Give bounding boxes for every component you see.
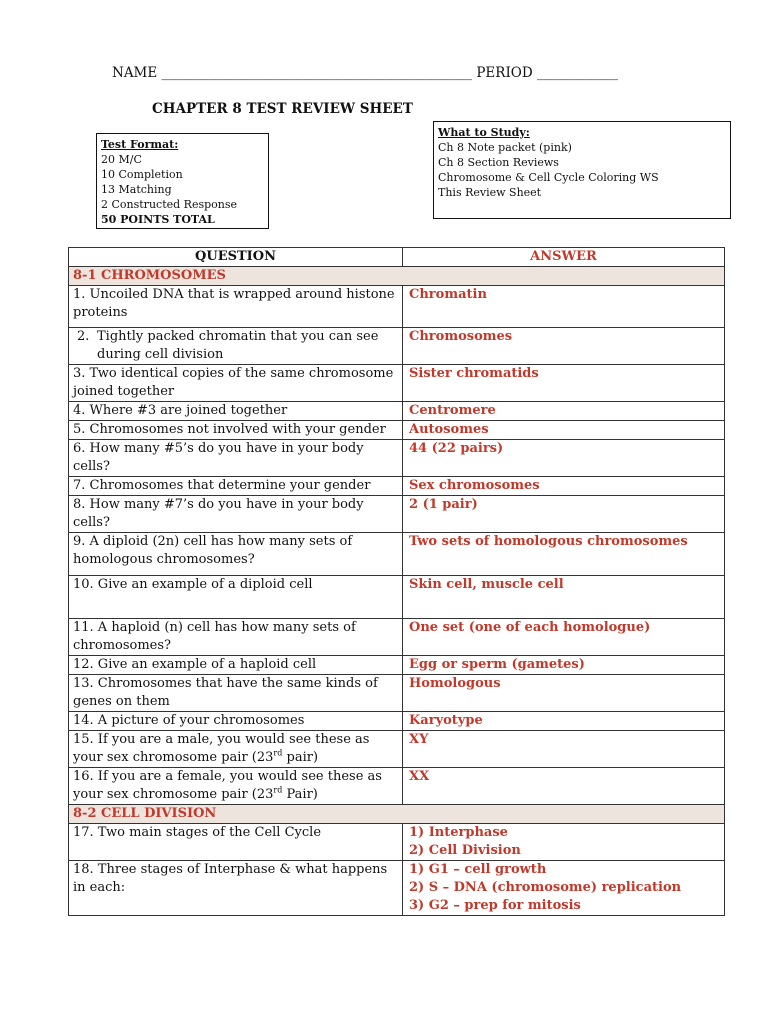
answer-cell: Egg or sperm (gametes) [403, 656, 725, 675]
question-cell: 8. How many #7’s do you have in your body cells? [69, 496, 403, 533]
question-cell: 10. Give an example of a diploid cell [69, 576, 403, 619]
table-row [69, 731, 725, 768]
answer-cell: Centromere [403, 402, 725, 421]
table-row [69, 824, 725, 861]
test-format-box [96, 133, 269, 229]
answer-cell: One set (one of each homologue) [403, 619, 725, 656]
table-row [69, 712, 725, 731]
table-row [69, 656, 725, 675]
ordinal-suffix: rd [273, 748, 283, 758]
test-format-heading: Test Format: [101, 138, 179, 151]
answer-cell: 2 (1 pair) [403, 496, 725, 533]
table-row [69, 286, 725, 328]
question-cell [69, 731, 403, 768]
answer-cell: 44 (22 pairs) [403, 440, 725, 477]
name-blank[interactable]: ______________________________________________ [161, 65, 473, 81]
table-row [69, 440, 725, 477]
table-row [69, 496, 725, 533]
study-item: Ch 8 Section Reviews [438, 156, 559, 169]
study-item: This Review Sheet [438, 186, 542, 199]
question-cell: 12. Give an example of a haploid cell [69, 656, 403, 675]
test-format-line: 20 M/C [101, 153, 142, 166]
question-text: 15. If you are a male, you would see these as your sex chromosome pair (23 [73, 732, 370, 765]
table-header-row [69, 248, 725, 267]
question-text: 16. If you are a female, you would see these as your sex chromosome pair (23 [73, 769, 382, 802]
section-title: 8-1 CHROMOSOMES [69, 267, 725, 286]
answer-cell: Homologous [403, 675, 725, 712]
answer-line: 3) G2 – prep for mitosis [409, 898, 581, 913]
question-cell: 4. Where #3 are joined together [69, 402, 403, 421]
answer-column-header: ANSWER [403, 248, 725, 267]
table-row [69, 402, 725, 421]
what-to-study-box [433, 121, 731, 219]
page-title: CHAPTER 8 TEST REVIEW SHEET [152, 101, 413, 117]
test-format-total: 50 POINTS TOTAL [101, 213, 215, 226]
question-cell: 11. A haploid (n) cell has how many sets of chromosomes? [69, 619, 403, 656]
question-cell: 6. How many #5’s do you have in your body cells? [69, 440, 403, 477]
answer-line: 1) Interphase [409, 825, 508, 840]
question-cell: 9. A diploid (2n) cell has how many sets of homologous chromosomes? [69, 533, 403, 576]
table-row [69, 619, 725, 656]
answer-cell: Sister chromatids [403, 365, 725, 402]
question-cell: 7. Chromosomes that determine your gender [69, 477, 403, 496]
review-table [68, 247, 725, 916]
study-item: Ch 8 Note packet (pink) [438, 141, 572, 154]
table-row [69, 365, 725, 402]
answer-cell: Two sets of homologous chromosomes [403, 533, 725, 576]
answer-line: 2) S – DNA (chromosome) replication [409, 880, 682, 895]
question-text: Tightly packed chromatin that you can see during cell division [97, 329, 379, 362]
question-cell [69, 328, 403, 365]
answer-line: 2) Cell Division [409, 843, 521, 858]
question-text-end: pair) [282, 750, 319, 765]
question-column-header: QUESTION [69, 248, 403, 267]
answer-cell: Skin cell, muscle cell [403, 576, 725, 619]
question-cell: 17. Two main stages of the Cell Cycle [69, 824, 403, 861]
table-row [69, 477, 725, 496]
answer-cell: XY [403, 731, 725, 768]
answer-cell [403, 861, 725, 916]
answer-cell: Chromatin [403, 286, 725, 328]
ordinal-suffix: rd [273, 785, 283, 795]
period-blank[interactable]: ____________ [536, 65, 618, 81]
section-header-row [69, 805, 725, 824]
answer-cell [403, 824, 725, 861]
period-label: PERIOD [476, 65, 533, 81]
answer-cell: Sex chromosomes [403, 477, 725, 496]
answer-line: 1) G1 – cell growth [409, 862, 547, 877]
test-format-line: 10 Completion [101, 168, 183, 181]
section-title: 8-2 CELL DIVISION [69, 805, 725, 824]
study-item: Chromosome & Cell Cycle Coloring WS [438, 171, 659, 184]
question-text-end: Pair) [282, 787, 318, 802]
test-format-line: 2 Constructed Response [101, 198, 237, 211]
table-row [69, 576, 725, 619]
answer-cell: XX [403, 768, 725, 805]
question-number: 2. [77, 329, 90, 344]
question-cell: 3. Two identical copies of the same chromosome joined together [69, 365, 403, 402]
question-cell: 18. Three stages of Interphase & what happens in each: [69, 861, 403, 916]
name-label: NAME [112, 65, 158, 81]
question-cell [69, 768, 403, 805]
table-row [69, 533, 725, 576]
test-format-line: 13 Matching [101, 183, 172, 196]
what-to-study-heading: What to Study: [438, 126, 530, 139]
answer-cell: Karyotype [403, 712, 725, 731]
table-row [69, 328, 725, 365]
table-row [69, 421, 725, 440]
section-header-row [69, 267, 725, 286]
answer-cell: Autosomes [403, 421, 725, 440]
table-row [69, 768, 725, 805]
table-row [69, 861, 725, 916]
question-cell: 14. A picture of your chromosomes [69, 712, 403, 731]
question-cell: 5. Chromosomes not involved with your gender [69, 421, 403, 440]
answer-cell: Chromosomes [403, 328, 725, 365]
question-cell: 13. Chromosomes that have the same kinds of genes on them [69, 675, 403, 712]
question-cell: 1. Uncoiled DNA that is wrapped around histone proteins [69, 286, 403, 328]
table-row [69, 675, 725, 712]
name-period-line [112, 65, 618, 81]
